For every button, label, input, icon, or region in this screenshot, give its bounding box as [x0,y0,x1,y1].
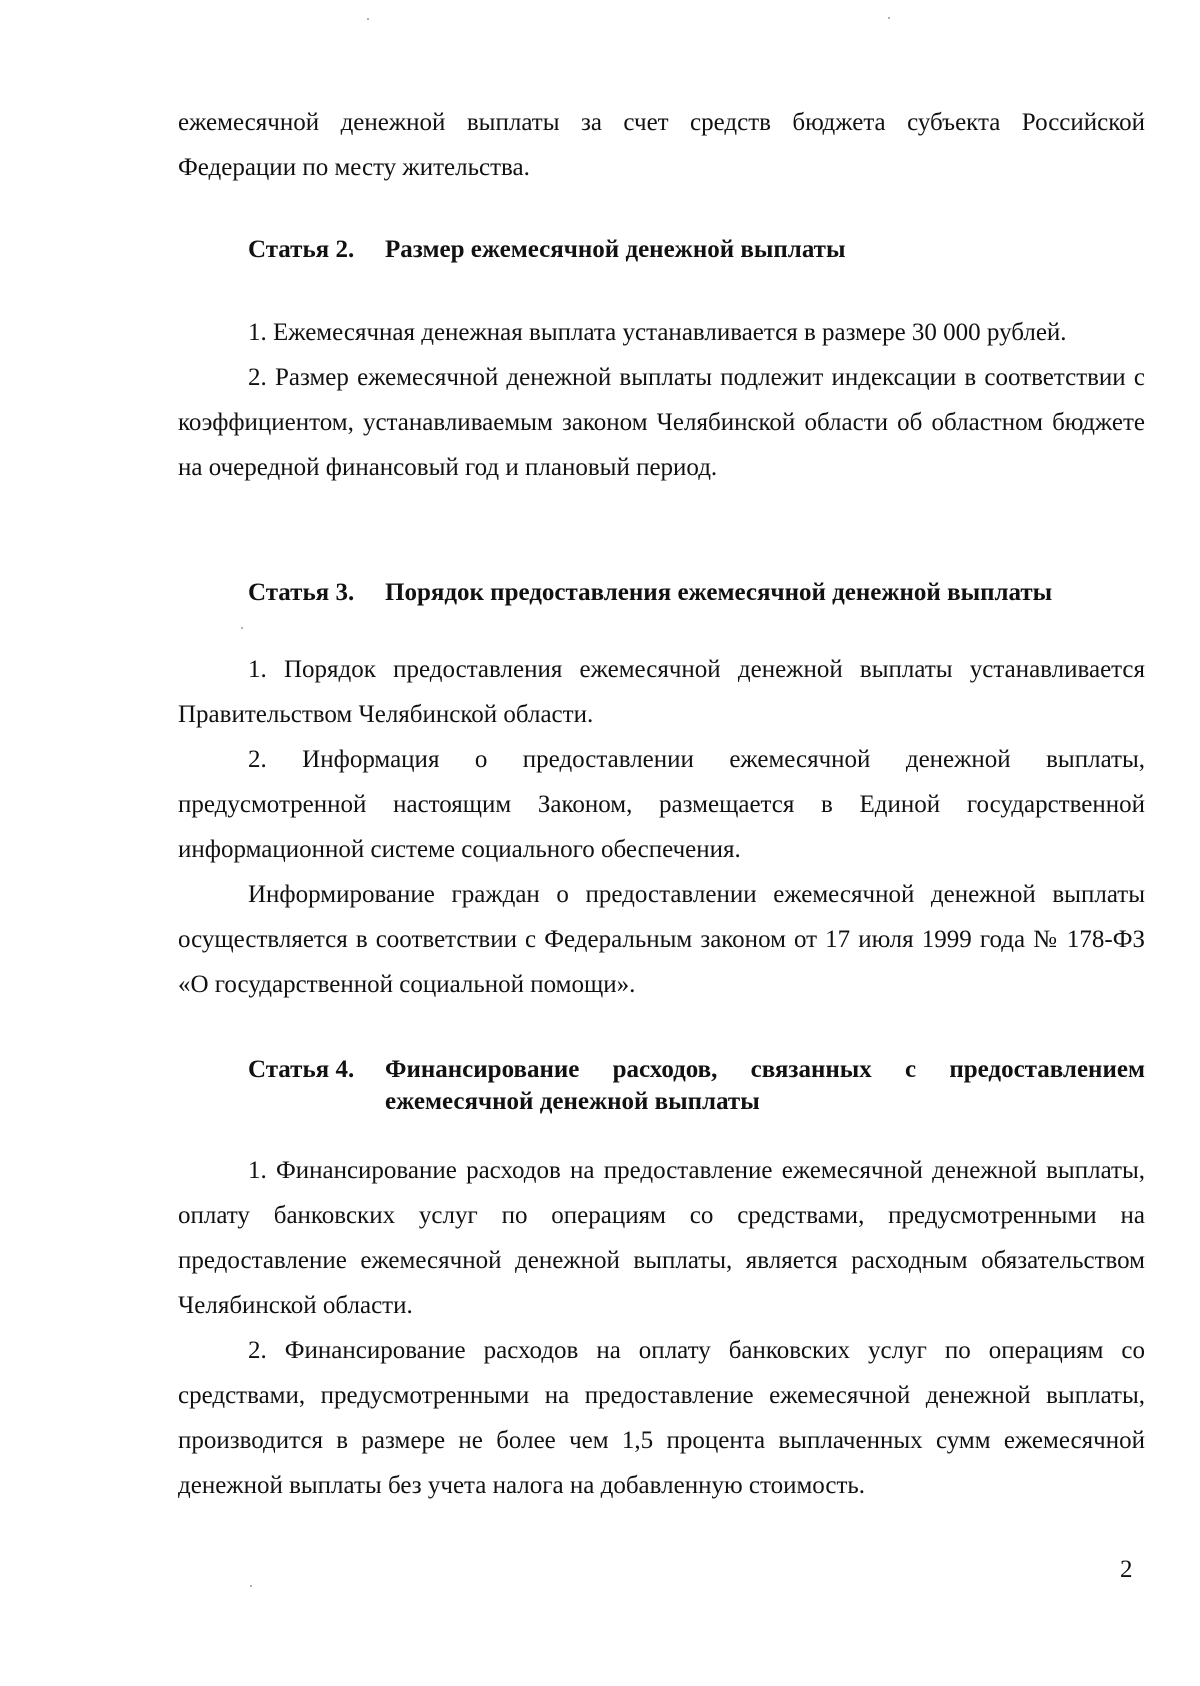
continuation-paragraph: ежемесячной денежной выплаты за счет средств бюджета субъекта Российской Федерации по месту жительства. [178,109,1145,181]
page-number: 2 [1120,1556,1133,1583]
scan-speck [241,627,243,629]
article-4-heading [248,1054,1145,1118]
article-3-paragraph-1: 1. Порядок предоставления ежемесячной денежной выплаты устанавливается Правительством Челябинской области. [178,656,1145,728]
scan-speck [888,17,890,19]
scan-speck [367,18,369,20]
article-2-number: Статья 2. [248,236,355,263]
article-2-paragraph-2: 2. Размер ежемесячной денежной выплаты подлежит индексации в соответствии с коэффициентом, устанавливаемым законом Челябинской области об областном бюджете на очередной финансовый год и плановый период. [178,364,1145,481]
article-2-heading [248,234,1145,266]
article-4-title: Финансирование расходов, связанных с предоставлением ежемесячной денежной выплаты [385,1056,1145,1115]
article-3-heading [248,577,1145,609]
article-4-paragraph-2: 2. Финансирование расходов на оплату банковских услуг по операциям со средствами, предусмотренными на предоставление ежемесячной денежной выплаты, производится в размере не более чем 1,5 процента выплаченных сумм ежемесячной денежной выплаты без учета налога на добавленную стоимость. [178,1337,1145,1499]
article-3-title: Порядок предоставления ежемесячной денежной выплаты [385,579,1053,606]
article-4-number: Статья 4. [248,1056,355,1083]
article-3-number: Статья 3. [248,579,355,606]
scan-speck [250,1585,252,1587]
article-3-paragraph-2: 2. Информация о предоставлении ежемесячной денежной выплаты, предусмотренной настоящим Законом, размещается в Единой государственной информационной системе социального обеспечения. [178,746,1145,863]
article-4-paragraph-1: 1. Финансирование расходов на предоставление ежемесячной денежной выплаты, оплату банковских услуг по операциям со средствами, предусмотренными на предоставление ежемесячной денежной выплаты, является расходным обязательством Челябинской области. [178,1157,1145,1319]
article-2-paragraph-1: 1. Ежемесячная денежная выплата устанавливается в размере 30 000 рублей. [248,319,1067,346]
article-2-title: Размер ежемесячной денежной выплаты [385,236,846,263]
article-3-paragraph-3: Информирование граждан о предоставлении ежемесячной денежной выплаты осуществляется в соответствии с Федеральным законом от 17 июля 1999 года № 178-ФЗ «О государственной социальной помощи». [178,881,1145,998]
